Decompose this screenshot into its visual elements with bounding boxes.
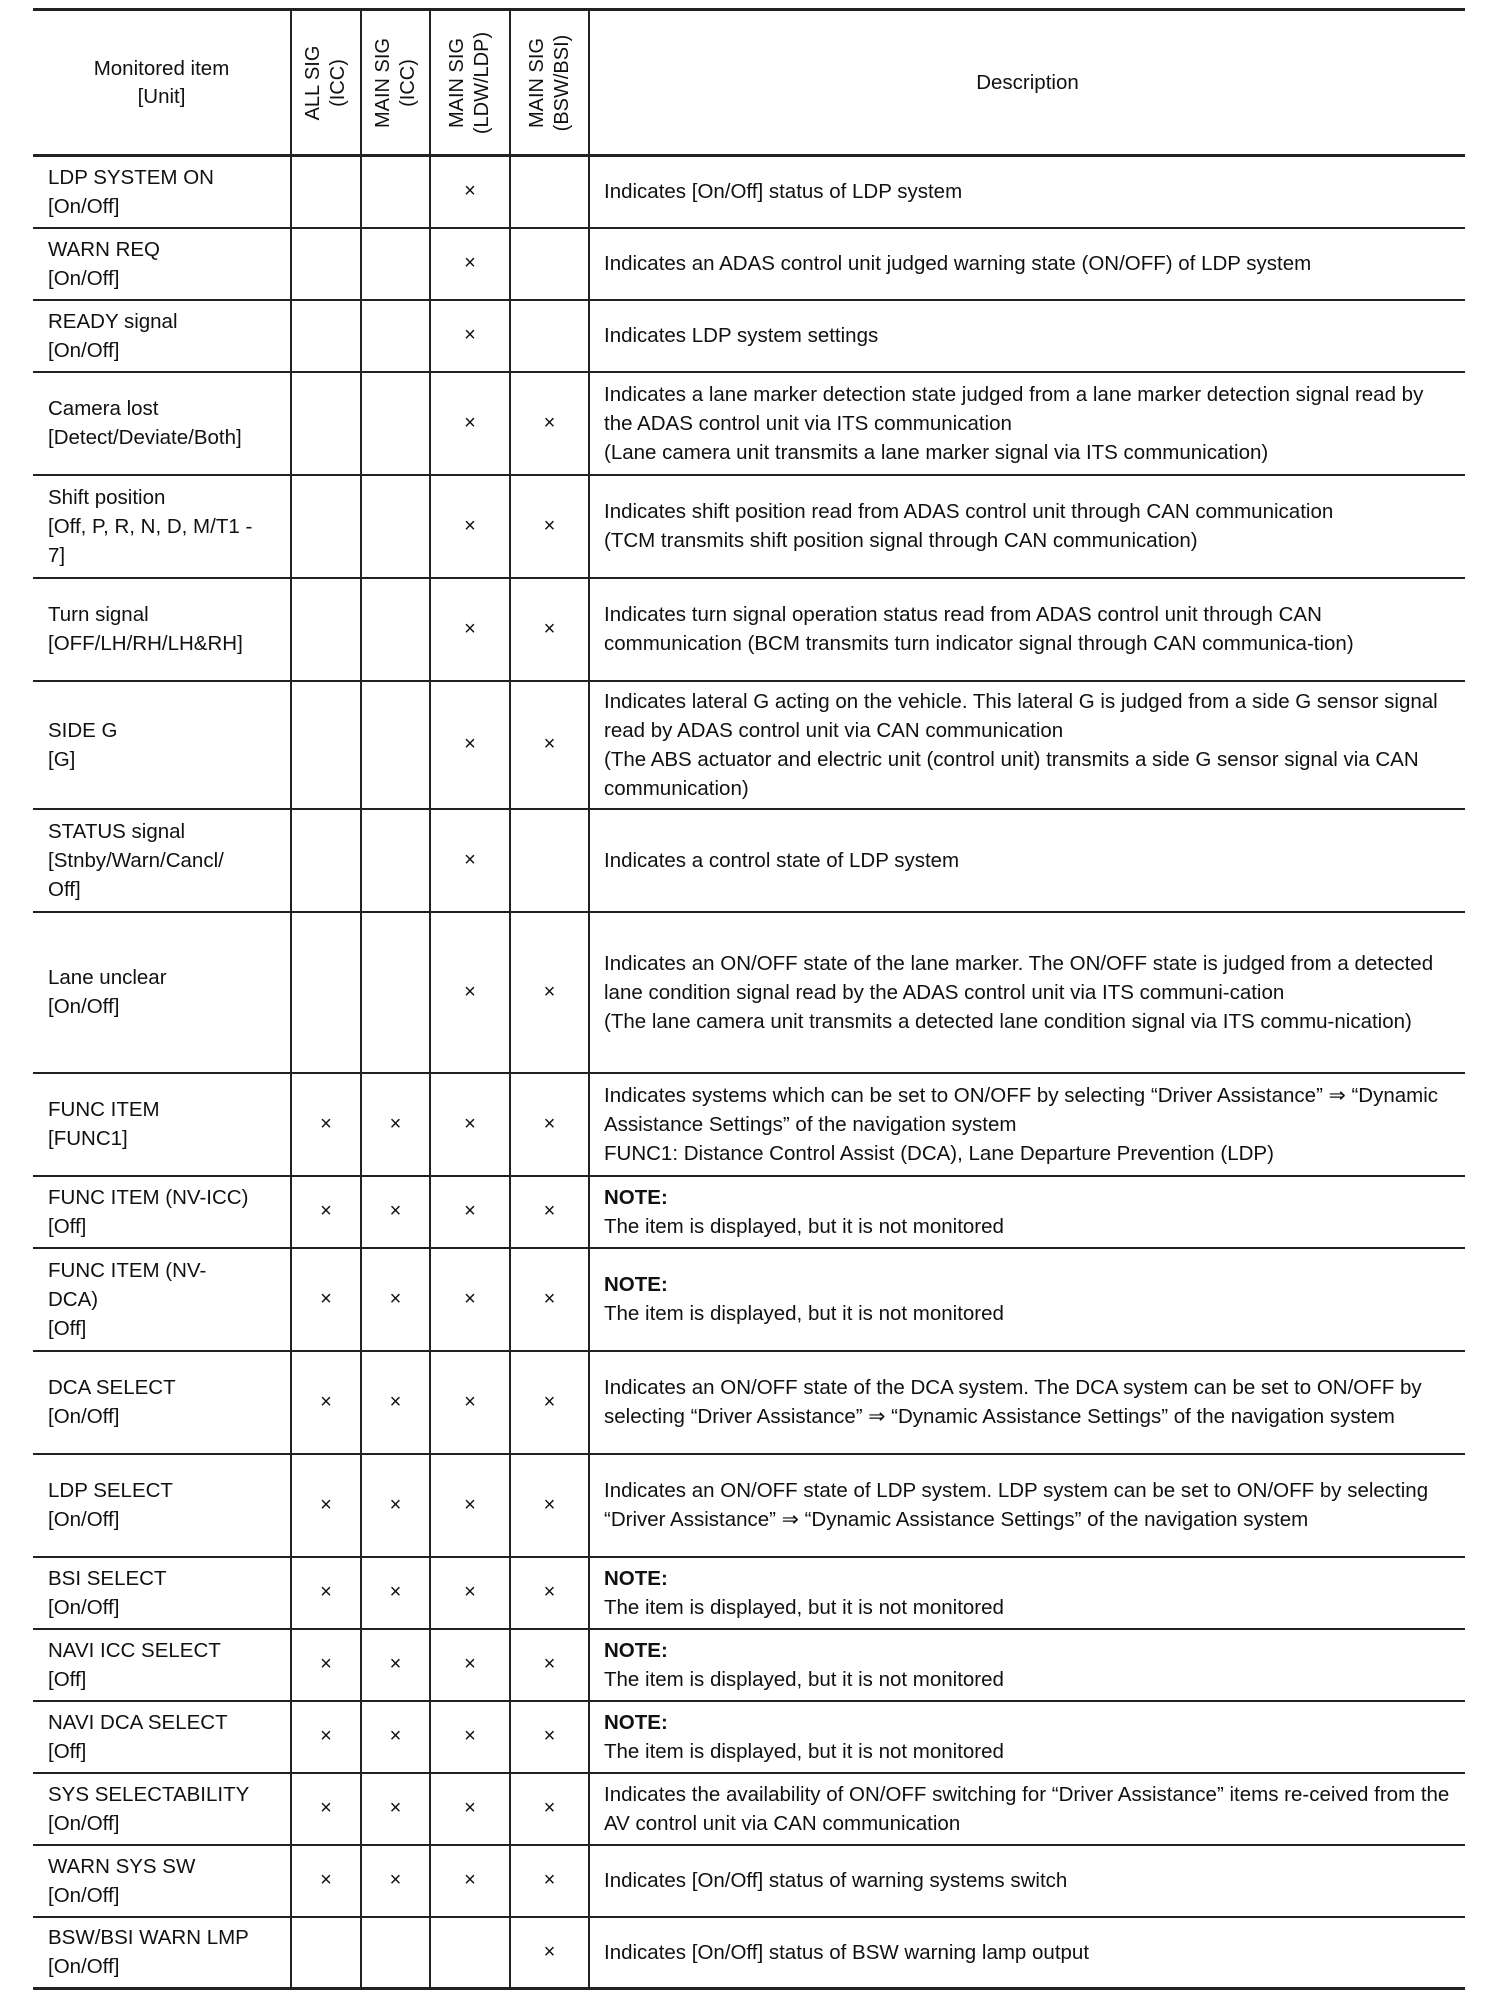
signal-mark-cell: × — [291, 1248, 361, 1351]
signal-mark-cell: × — [361, 1073, 430, 1176]
description-cell — [589, 1917, 1465, 1989]
monitored-item-line: [G] — [48, 747, 76, 771]
signal-mark-cell — [510, 228, 589, 300]
signal-mark-cell: × — [430, 1073, 510, 1176]
monitored-item-cell — [33, 1845, 291, 1917]
signal-mark-cell — [430, 1917, 510, 1989]
signal-mark-cell: × — [430, 1454, 510, 1557]
signal-mark-cell: × — [361, 1629, 430, 1701]
signal-mark-cell — [361, 809, 430, 912]
monitored-item-line: WARN SYS SW — [48, 1854, 196, 1878]
signal-mark-cell: × — [430, 809, 510, 912]
signal-mark-cell: × — [430, 1176, 510, 1248]
signal-mark-cell: × — [430, 228, 510, 300]
signal-mark-cell: × — [430, 1351, 510, 1454]
signal-mark-cell: × — [430, 1248, 510, 1351]
monitored-item-line: NAVI DCA SELECT — [48, 1710, 228, 1734]
signal-mark-cell: × — [291, 1701, 361, 1773]
note-label: NOTE: — [604, 1185, 668, 1209]
note-label: NOTE: — [604, 1566, 668, 1590]
monitor-item-sheet — [33, 8, 1465, 1990]
description-line: FUNC1: Distance Control Assist (DCA), Lane Departure Prevention (LDP) — [604, 1141, 1274, 1165]
table-row — [33, 156, 1465, 228]
description-cell — [589, 912, 1465, 1073]
signal-mark-cell: × — [510, 1557, 589, 1629]
description-line: Indicates an ON/OFF state of the lane marker. The ON/OFF state is judged from a detected lane condition signal read by the ADAS control unit via ITS communi-cation — [604, 951, 1434, 1004]
description-cell — [589, 1557, 1465, 1629]
signal-mark-cell: × — [291, 1845, 361, 1917]
note-label: NOTE: — [604, 1710, 668, 1734]
monitored-item-line: [On/Off] — [48, 1883, 120, 1907]
monitored-item-line: READY signal — [48, 309, 178, 333]
table-row — [33, 1629, 1465, 1701]
description-cell — [589, 1701, 1465, 1773]
monitored-item-line: Camera lost — [48, 397, 159, 420]
signal-mark-cell: × — [510, 1629, 589, 1701]
table-header-row — [33, 10, 1465, 156]
signal-mark-cell — [361, 681, 430, 809]
monitored-item-line: [Off] — [48, 1316, 87, 1340]
description-line: Indicates a control state of LDP system — [604, 848, 960, 872]
monitored-item-line: Off] — [48, 877, 81, 901]
header-main-sig-icc-line2: (ICC) — [396, 58, 419, 107]
signal-mark-cell: × — [510, 1073, 589, 1176]
header-all-sig-icc — [291, 10, 361, 156]
signal-mark-cell: × — [430, 681, 510, 809]
signal-mark-cell: × — [510, 1454, 589, 1557]
description-cell — [589, 681, 1465, 809]
signal-mark-cell — [510, 809, 589, 912]
monitored-item-line: [Off] — [48, 1214, 87, 1238]
signal-mark-cell: × — [510, 578, 589, 681]
signal-mark-cell: × — [430, 1701, 510, 1773]
monitored-item-line: [FUNC1] — [48, 1127, 128, 1150]
signal-mark-cell: × — [510, 912, 589, 1073]
signal-mark-cell — [291, 912, 361, 1073]
signal-mark-cell: × — [430, 1845, 510, 1917]
signal-mark-cell — [291, 809, 361, 912]
monitored-item-line: WARN REQ — [48, 237, 160, 261]
description-line: Indicates shift position read from ADAS control unit through CAN communication — [604, 500, 1334, 523]
table-body — [33, 156, 1465, 1989]
signal-mark-cell — [291, 1917, 361, 1989]
signal-mark-cell — [291, 475, 361, 578]
table-row — [33, 1845, 1465, 1917]
signal-mark-cell — [510, 300, 589, 372]
monitored-item-cell — [33, 1557, 291, 1629]
monitored-item-line: [Off, P, R, N, D, M/T1 - — [48, 514, 253, 538]
signal-mark-cell: × — [510, 1701, 589, 1773]
description-cell — [589, 228, 1465, 300]
description-line: The item is displayed, but it is not monitored — [604, 1739, 1004, 1763]
signal-mark-cell: × — [291, 1629, 361, 1701]
signal-mark-cell — [361, 578, 430, 681]
table-row — [33, 1773, 1465, 1845]
monitored-item-cell — [33, 1773, 291, 1845]
description-cell — [589, 1845, 1465, 1917]
monitored-item-line: DCA SELECT — [48, 1376, 176, 1399]
description-line: Indicates an ON/OFF state of LDP system. LDP system can be set to ON/OFF by selecting “Driver Assistance” ⇒ “Dynamic Assistance Settings” of the navigation system — [604, 1479, 1429, 1531]
signal-mark-cell: × — [291, 1351, 361, 1454]
monitored-item-cell — [33, 1176, 291, 1248]
monitored-item-cell — [33, 1917, 291, 1989]
monitored-item-line: [On/Off] — [48, 194, 120, 218]
header-main-sig-ldw-ldp-line1: MAIN SIG — [446, 37, 468, 128]
monitored-item-line: Turn signal — [48, 603, 149, 626]
description-line: Indicates a lane marker detection state judged from a lane marker detection signal read by the ADAS control unit via ITS communication — [604, 382, 1424, 435]
header-main-sig-bsw-bsi-line1: MAIN SIG — [525, 37, 548, 128]
signal-mark-cell — [361, 372, 430, 475]
monitored-item-cell — [33, 1073, 291, 1176]
description-cell — [589, 156, 1465, 228]
monitored-item-line: [Detect/Deviate/Both] — [48, 426, 242, 449]
monitored-item-line: 7] — [48, 543, 66, 567]
table-row — [33, 475, 1465, 578]
table-row — [33, 300, 1465, 372]
monitored-item-cell — [33, 156, 291, 228]
signal-mark-cell: × — [361, 1176, 430, 1248]
monitored-item-line: SYS SELECTABILITY — [48, 1782, 250, 1806]
description-cell — [589, 1629, 1465, 1701]
signal-mark-cell: × — [291, 1454, 361, 1557]
signal-mark-cell: × — [430, 1773, 510, 1845]
signal-mark-cell: × — [430, 300, 510, 372]
monitored-item-cell — [33, 1629, 291, 1701]
monitored-item-line: LDP SELECT — [48, 1479, 173, 1502]
description-line: Indicates systems which can be set to ON/OFF by selecting “Driver Assistance” ⇒ “Dynamic Assistance Settings” of the navigation system — [604, 1083, 1439, 1136]
description-line: Indicates turn signal operation status read from ADAS control unit through CAN communication (BCM transmits turn indicator signal through CAN communica-tion) — [604, 603, 1354, 655]
monitored-item-line: [Off] — [48, 1667, 87, 1691]
monitored-item-line: Lane unclear — [48, 966, 167, 989]
monitored-item-cell — [33, 681, 291, 809]
signal-mark-cell: × — [510, 1176, 589, 1248]
signal-mark-cell — [361, 300, 430, 372]
signal-mark-cell: × — [361, 1557, 430, 1629]
header-all-sig-icc-line2: (ICC) — [327, 58, 349, 107]
monitored-item-line: FUNC ITEM (NV- — [48, 1258, 207, 1282]
description-line: The item is displayed, but it is not monitored — [604, 1302, 1004, 1325]
description-cell — [589, 1073, 1465, 1176]
monitored-item-line: [On/Off] — [48, 1955, 120, 1979]
description-cell — [589, 578, 1465, 681]
description-cell — [589, 1176, 1465, 1248]
description-line: (The ABS actuator and electric unit (control unit) transmits a side G sensor signal via CAN communication) — [604, 747, 1419, 800]
header-main-sig-ldw-ldp-line2: (LDW/LDP) — [471, 31, 493, 134]
monitored-item-cell — [33, 1351, 291, 1454]
signal-mark-cell — [361, 912, 430, 1073]
monitored-item-line: [Off] — [48, 1739, 87, 1763]
table-row — [33, 809, 1465, 912]
header-description: Description — [589, 10, 1465, 156]
signal-mark-cell: × — [430, 578, 510, 681]
table-row — [33, 1248, 1465, 1351]
monitored-item-line: [On/Off] — [48, 266, 120, 290]
monitored-item-line: NAVI ICC SELECT — [48, 1638, 221, 1662]
signal-mark-cell: × — [291, 1773, 361, 1845]
monitored-item-line: LDP SYSTEM ON — [48, 165, 214, 189]
description-line: The item is displayed, but it is not monitored — [604, 1214, 1004, 1238]
signal-mark-cell: × — [291, 1557, 361, 1629]
signal-mark-cell — [361, 1917, 430, 1989]
description-line: Indicates an ADAS control unit judged warning state (ON/OFF) of LDP system — [604, 252, 1312, 275]
monitored-item-line: FUNC ITEM — [48, 1098, 160, 1121]
description-line: (Lane camera unit transmits a lane marker signal via ITS communication) — [604, 440, 1269, 464]
description-cell — [589, 1773, 1465, 1845]
description-line: Indicates [On/Off] status of BSW warning lamp output — [604, 1940, 1090, 1964]
monitored-item-line: STATUS signal — [48, 819, 186, 843]
signal-mark-cell — [361, 228, 430, 300]
signal-mark-cell: × — [510, 372, 589, 475]
signal-mark-cell: × — [361, 1248, 430, 1351]
description-cell — [589, 1351, 1465, 1454]
monitored-item-line: BSI SELECT — [48, 1566, 167, 1590]
table-row — [33, 1557, 1465, 1629]
monitored-item-line: SIDE G — [48, 718, 118, 742]
note-label: NOTE: — [604, 1638, 668, 1662]
description-line: The item is displayed, but it is not monitored — [604, 1595, 1004, 1619]
signal-mark-cell: × — [510, 475, 589, 578]
signal-mark-cell: × — [361, 1454, 430, 1557]
table-row — [33, 372, 1465, 475]
monitored-item-line: [On/Off] — [48, 995, 120, 1018]
monitored-item-cell — [33, 1248, 291, 1351]
monitored-item-line: [On/Off] — [48, 1508, 120, 1531]
signal-mark-cell: × — [430, 475, 510, 578]
table-row — [33, 1073, 1465, 1176]
signal-mark-cell: × — [361, 1701, 430, 1773]
header-main-sig-bsw-bsi-line2: (BSW/BSI) — [550, 34, 573, 131]
header-main-sig-ldw-ldp — [430, 10, 510, 156]
header-unit-label: [Unit] — [137, 84, 186, 108]
monitored-item-line: [OFF/LH/RH/LH&RH] — [48, 632, 243, 655]
monitored-item-cell — [33, 578, 291, 681]
signal-mark-cell — [291, 228, 361, 300]
description-line: The item is displayed, but it is not monitored — [604, 1667, 1004, 1691]
signal-mark-cell — [291, 372, 361, 475]
monitored-item-cell — [33, 475, 291, 578]
signal-mark-cell: × — [430, 156, 510, 228]
signal-mark-cell: × — [430, 912, 510, 1073]
header-main-sig-icc-line1: MAIN SIG — [371, 37, 394, 128]
monitored-item-cell — [33, 809, 291, 912]
monitored-item-cell — [33, 300, 291, 372]
description-cell — [589, 372, 1465, 475]
table-row — [33, 228, 1465, 300]
signal-mark-cell — [510, 156, 589, 228]
signal-mark-cell: × — [361, 1351, 430, 1454]
signal-mark-cell: × — [430, 372, 510, 475]
description-line: Indicates [On/Off] status of warning systems switch — [604, 1869, 1068, 1892]
table-row — [33, 912, 1465, 1073]
monitored-item-line: Shift position — [48, 485, 166, 509]
signal-mark-cell: × — [361, 1773, 430, 1845]
signal-mark-cell: × — [510, 1351, 589, 1454]
description-line: (The lane camera unit transmits a detected lane condition signal via ITS commu-nication) — [604, 1009, 1412, 1033]
monitored-item-line: [Stnby/Warn/Cancl/ — [48, 848, 224, 872]
note-label: NOTE: — [604, 1273, 668, 1296]
monitored-item-cell — [33, 1454, 291, 1557]
description-cell — [589, 809, 1465, 912]
monitored-items-table — [33, 8, 1465, 1990]
monitored-item-line: DCA) — [48, 1287, 99, 1311]
description-cell — [589, 1248, 1465, 1351]
signal-mark-cell — [291, 681, 361, 809]
description-cell — [589, 475, 1465, 578]
signal-mark-cell: × — [510, 1917, 589, 1989]
signal-mark-cell: × — [361, 1845, 430, 1917]
signal-mark-cell — [291, 578, 361, 681]
description-line: Indicates LDP system settings — [604, 324, 879, 347]
signal-mark-cell: × — [510, 1845, 589, 1917]
signal-mark-cell — [291, 300, 361, 372]
header-monitored-item — [33, 10, 291, 156]
signal-mark-cell — [361, 156, 430, 228]
table-row — [33, 1917, 1465, 1989]
table-row — [33, 1701, 1465, 1773]
description-line: Indicates [On/Off] status of LDP system — [604, 180, 963, 204]
header-monitored-item-label: Monitored item — [93, 56, 230, 80]
monitored-item-cell — [33, 372, 291, 475]
header-all-sig-icc-line1: ALL SIG — [302, 45, 324, 120]
table-row — [33, 1351, 1465, 1454]
monitored-item-cell — [33, 912, 291, 1073]
description-cell — [589, 1454, 1465, 1557]
signal-mark-cell: × — [291, 1073, 361, 1176]
header-main-sig-icc — [361, 10, 430, 156]
monitored-item-line: [On/Off] — [48, 1595, 120, 1619]
description-line: (TCM transmits shift position signal through CAN communication) — [604, 529, 1198, 552]
description-cell — [589, 300, 1465, 372]
monitored-item-line: [On/Off] — [48, 338, 120, 362]
monitored-item-line: [On/Off] — [48, 1405, 120, 1428]
description-line: Indicates lateral G acting on the vehicle. This lateral G is judged from a side G sensor signal read by ADAS control unit via CAN communication — [604, 689, 1438, 742]
signal-mark-cell: × — [510, 1248, 589, 1351]
signal-mark-cell: × — [430, 1629, 510, 1701]
signal-mark-cell: × — [430, 1557, 510, 1629]
signal-mark-cell: × — [291, 1176, 361, 1248]
monitored-item-line: FUNC ITEM (NV-ICC) — [48, 1185, 249, 1209]
signal-mark-cell: × — [510, 1773, 589, 1845]
table-row — [33, 578, 1465, 681]
signal-mark-cell — [361, 475, 430, 578]
header-main-sig-bsw-bsi — [510, 10, 589, 156]
table-row — [33, 1176, 1465, 1248]
description-line: Indicates the availability of ON/OFF switching for “Driver Assistance” items re-ceived from the AV control unit via CAN communication — [604, 1782, 1450, 1835]
monitored-item-cell — [33, 228, 291, 300]
monitored-item-line: BSW/BSI WARN LMP — [48, 1926, 249, 1950]
table-row — [33, 681, 1465, 809]
monitored-item-cell — [33, 1701, 291, 1773]
monitored-item-line: [On/Off] — [48, 1811, 120, 1835]
description-line: Indicates an ON/OFF state of the DCA system. The DCA system can be set to ON/OFF by selecting “Driver Assistance” ⇒ “Dynamic Assistance Settings” of the navigation system — [604, 1376, 1422, 1428]
table-row — [33, 1454, 1465, 1557]
signal-mark-cell — [291, 156, 361, 228]
signal-mark-cell: × — [510, 681, 589, 809]
